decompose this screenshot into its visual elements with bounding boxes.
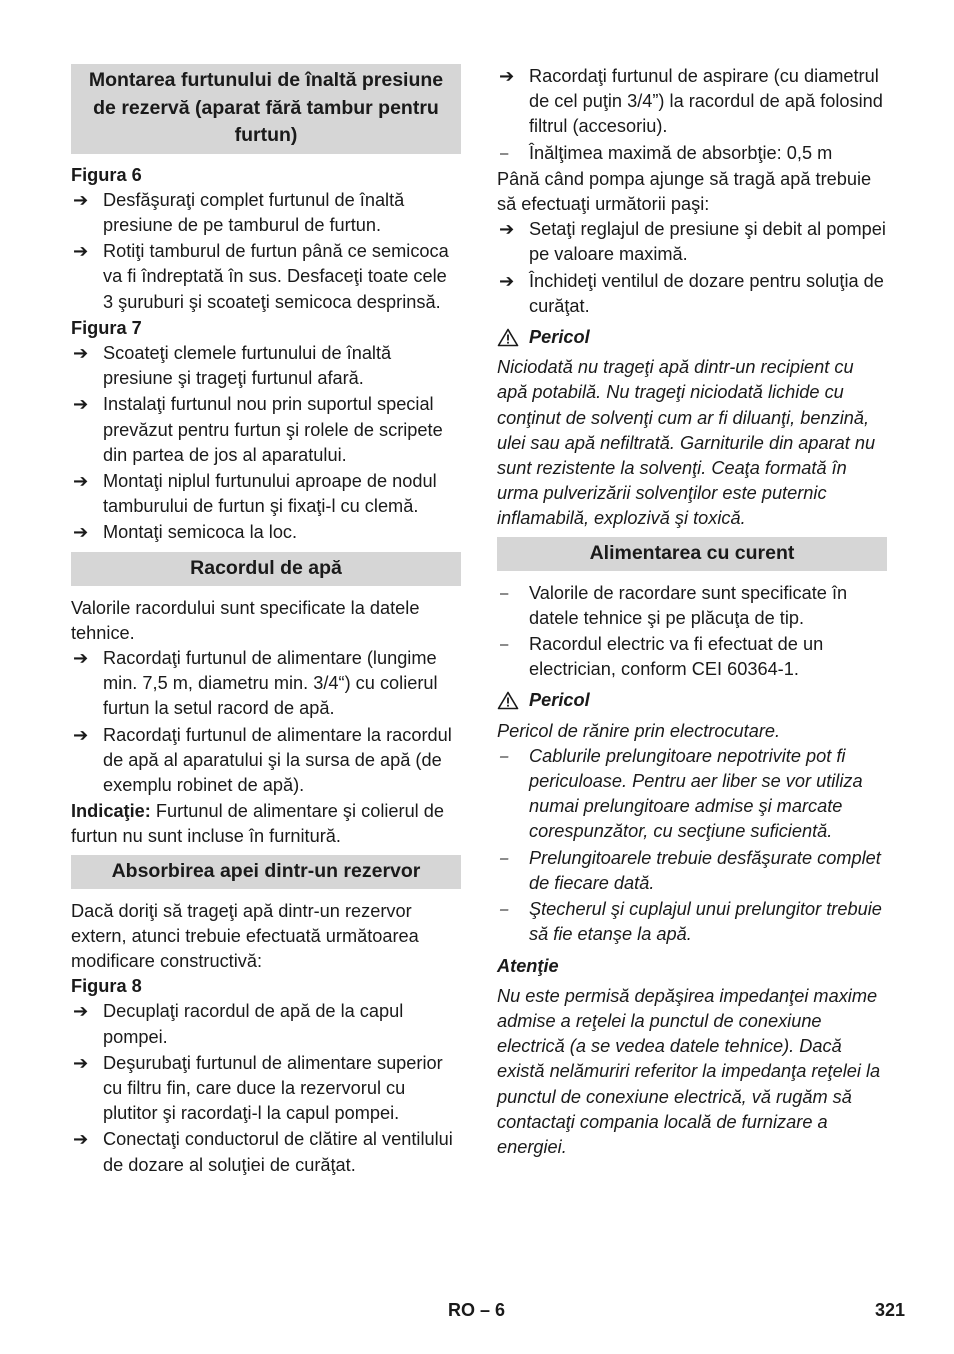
list-item-text: Conectaţi conductorul de clătire al ventilului de dozare al soluţiei de curăţat. — [103, 1129, 453, 1175]
tank-intro: Dacă doriţi să trageţi apă dintr-un rezervor extern, atunci trebuie efectuată următoarea modificare constructivă: — [71, 900, 419, 971]
warning-triangle-icon — [497, 328, 519, 347]
water-intro: Valorile racordului sunt specificate la datele tehnice. — [71, 597, 420, 643]
list-item — [71, 999, 461, 1049]
list-item-text: Rotiţi tamburul de furtun până ce semicoca va fi îndreptată în sus. Desfaceţi toate cele 3 şuruburi şi scoateţi semicoca desprinsă. — [103, 241, 449, 312]
dash-marker: – — [500, 901, 509, 919]
arrow-right-icon: ➔ — [499, 219, 515, 240]
caution-text: Nu este permisă depăşirea impedanţei maxime admise a reţelei la punctul de conexiune electrică (a se vedea datele tehnice). Dacă există nelămuriri referitor la impedanţa reţelei la punctul de conexiune electrică, vă rugăm să contactaţi compania locală de furnizare a energiei. — [497, 985, 881, 1157]
danger-text: Niciodată nu trageţi apă dintr-un recipient cu apă potabilă. Nu trageţi niciodată lichide cu conţinut de solvenţi cum ar fi diluanţi, benzină, ulei sau apă nefiltrată. Garniturile din aparat nu sunt rezistente la solvenţi. Ceaţa formată în urma pulverizării solvenţilor este puternic inflamabilă, explozivă şi toxică. — [497, 357, 876, 529]
note — [71, 799, 461, 849]
note-text: Furtunul de alimentare şi colierul de furtun nu sunt incluse în furnitură. — [71, 801, 445, 847]
heading-tank-suction: Absorbirea apei dintr-un rezervor — [71, 855, 461, 889]
heading-water-connection: Racordul de apă — [71, 552, 461, 586]
list-item — [71, 1051, 461, 1127]
right-column — [497, 64, 887, 1160]
list-item — [497, 217, 887, 267]
arrow-right-icon: ➔ — [73, 241, 89, 262]
arrow-right-icon: ➔ — [499, 270, 515, 291]
list-item-text: Prelungitoarele trebuie desfăşurate complet de fiecare dată. — [529, 847, 881, 893]
danger-title-text: Pericol — [529, 690, 590, 711]
heading-power-supply: Alimentarea cu curent — [497, 537, 887, 571]
list-item-text: Racordaţi furtunul de alimentare la racordul de apă al aparatului şi la sursa de apă (de exemplu robinet de apă). — [103, 724, 452, 795]
list-item — [497, 744, 887, 845]
list-item — [71, 239, 461, 315]
figure-8-label: Figura 8 — [71, 976, 142, 997]
list-item — [71, 392, 461, 468]
danger-text: Pericol de rănire prin electrocutare. — [497, 720, 781, 741]
heading-spare-hose: Montarea furtunului de înaltă presiune de rezervă (aparat fără tambur pentru furtun) — [71, 64, 461, 154]
arrow-right-icon: ➔ — [73, 1129, 89, 1150]
list-item — [71, 469, 461, 519]
arrow-right-icon: ➔ — [73, 470, 89, 491]
list-item-text: Racordul electric va fi efectuat de un electrician, conform CEI 60364-1. — [529, 634, 824, 680]
list-item-text: Valorile de racordare sunt specificate în datele tehnice şi pe plăcuţa de tip. — [529, 582, 848, 628]
dash-marker: – — [500, 849, 509, 867]
arrow-right-icon: ➔ — [73, 394, 89, 415]
arrow-right-icon: ➔ — [73, 724, 89, 745]
list-item — [71, 341, 461, 391]
list-item — [497, 581, 887, 631]
arrow-right-icon: ➔ — [499, 66, 515, 86]
dash-marker: – — [500, 584, 509, 602]
page-number: 321 — [875, 1300, 906, 1320]
list-item-text: Montaţi niplul furtunului aproape de nodul tamburului de furtun şi fixaţi-l cu clemă. — [103, 470, 437, 517]
list-item — [71, 723, 461, 799]
list-item — [497, 64, 887, 140]
list-item — [71, 646, 461, 722]
list-item-text: Ştecherul şi cuplajul unui prelungitor trebuie să fie etanşe la apă. — [529, 899, 882, 945]
list-item — [497, 269, 887, 319]
list-item — [497, 846, 887, 896]
list-item — [497, 897, 887, 947]
list-item — [71, 520, 461, 545]
pump-intro: Până când pompa ajunge să tragă apă trebuie să efectuaţi următorii paşi: — [497, 168, 872, 215]
list-item-text: Racordaţi furtunul de alimentare (lungime min. 7,5 m, diametru min. 3/4“) cu colierul furtun la setul racord de apă. — [103, 647, 438, 719]
figure-6-label: Figura 6 — [71, 164, 142, 185]
list-item-text: Instalaţi furtunul nou prin suportul special prevăzut pentru furtun şi rolele de scripete din partea de jos al aparatului. — [103, 394, 443, 465]
dash-marker: – — [500, 636, 509, 654]
dash-marker: – — [500, 144, 509, 162]
list-item — [497, 141, 887, 166]
left-column — [71, 64, 461, 1179]
arrow-right-icon: ➔ — [73, 342, 89, 363]
caution-title: Atenţie — [497, 955, 559, 976]
arrow-right-icon: ➔ — [73, 1001, 89, 1022]
list-item-text: Montaţi semicoca la loc. — [103, 522, 298, 543]
list-item-text: Desfăşuraţi complet furtunul de înaltă presiune de pe tamburul de furtun. — [103, 189, 405, 235]
danger-title-text: Pericol — [529, 327, 590, 348]
list-item-text: Setaţi reglajul de presiune şi debit al pompei pe valoare maximă. — [529, 219, 886, 265]
arrow-right-icon: ➔ — [73, 647, 89, 668]
list-item — [71, 188, 461, 238]
list-item-text: Racordaţi furtunul de aspirare (cu diametrul de cel puţin 3/4”) la racordul de apă folosind filtrul (accesoriu). — [529, 66, 883, 137]
list-item-text: Închideţi ventilul de dozare pentru soluţia de curăţat. — [529, 270, 884, 316]
danger-title — [497, 325, 887, 350]
note-label: Indicaţie: — [71, 801, 151, 822]
list-item-text: Decuplaţi racordul de apă de la capul pompei. — [103, 1001, 404, 1047]
danger-title — [497, 688, 887, 713]
arrow-right-icon: ➔ — [73, 1052, 89, 1073]
section-page-label: RO – 6 — [448, 1300, 506, 1320]
list-item-text: Scoateţi clemele furtunului de înaltă presiune şi trageţi furtunul afară. — [103, 342, 392, 389]
arrow-right-icon: ➔ — [73, 189, 89, 210]
arrow-right-icon: ➔ — [73, 522, 89, 543]
list-item-text: Înălţimea maximă de absorbţie: 0,5 m — [529, 142, 833, 163]
list-item — [497, 632, 887, 682]
list-item-text: Cablurile prelungitoare nepotrivite pot fi periculoase. Pentru aer liber se vor utiliza numai prelungitoare admise şi marcate corespunzător, cu secţiune suficientă. — [529, 745, 863, 842]
list-item-text: Deşurubaţi furtunul de alimentare superior cu filtru fin, care duce la rezervorul cu plutitor şi racordaţi-l la capul pompei. — [103, 1052, 443, 1124]
warning-triangle-icon — [497, 691, 519, 710]
dash-marker: – — [500, 747, 509, 765]
figure-7-label: Figura 7 — [71, 317, 142, 338]
list-item — [71, 1127, 461, 1177]
